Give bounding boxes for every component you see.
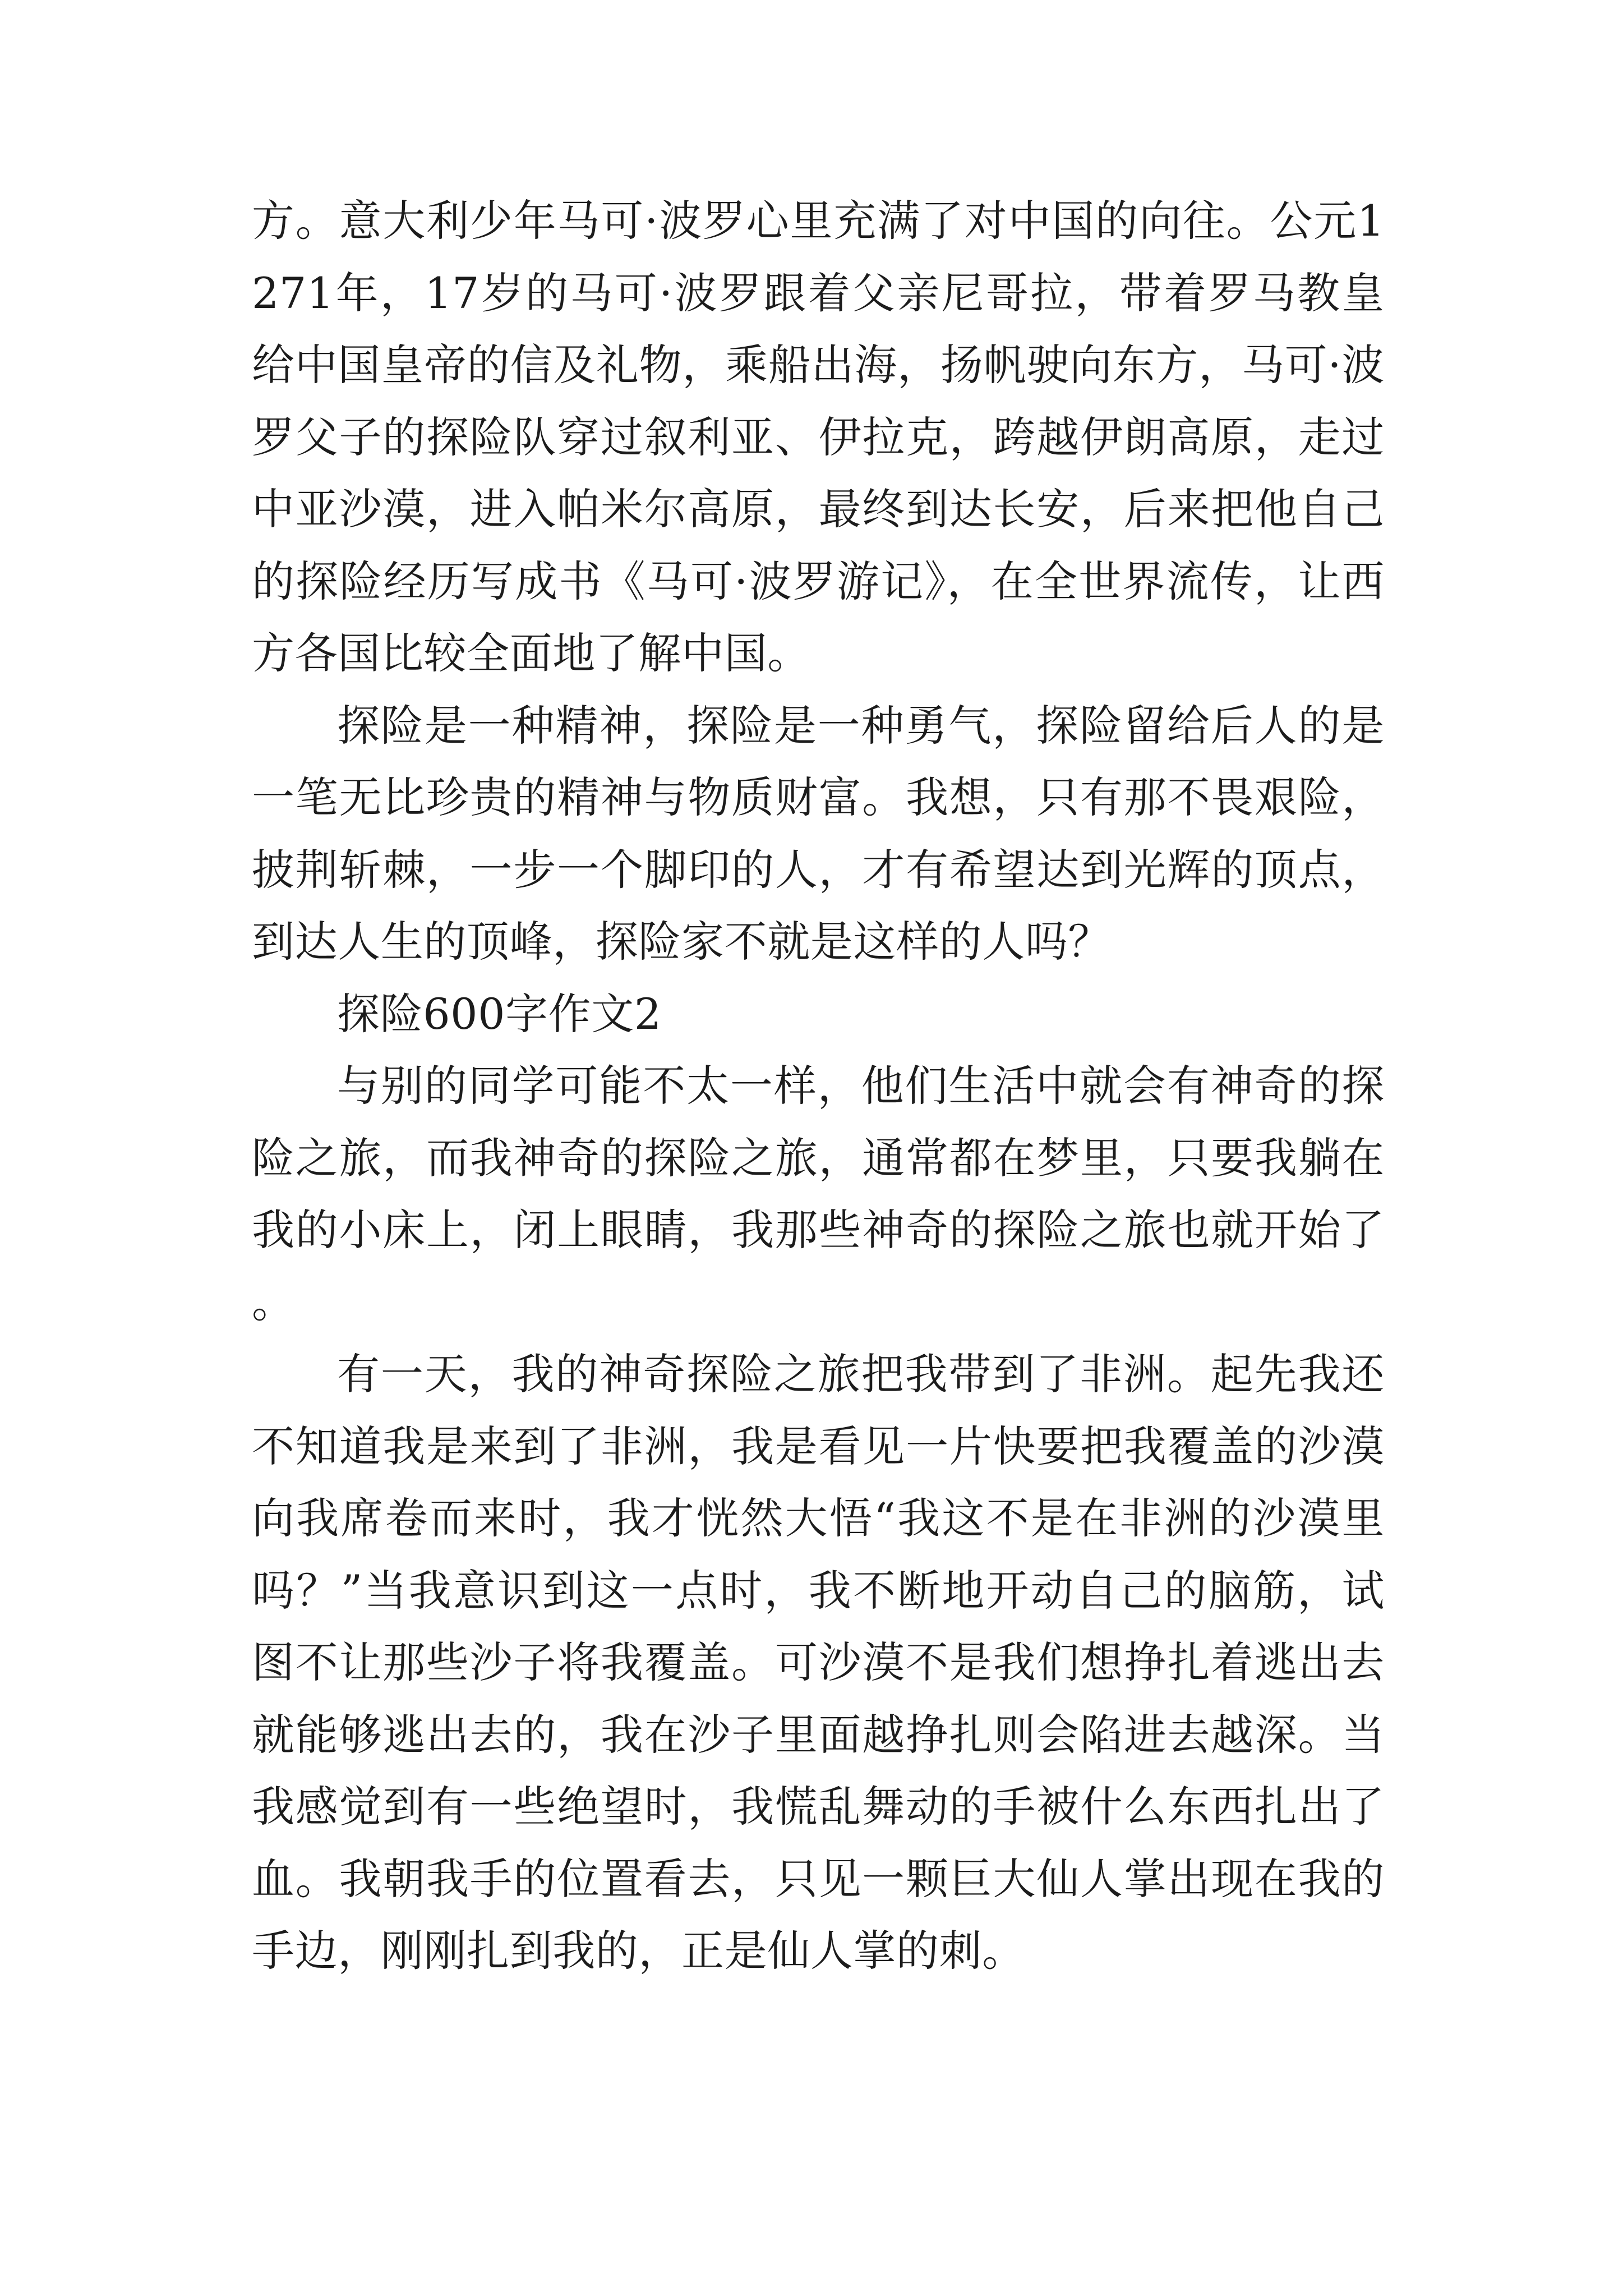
paragraph-spirit-of-exploration: 探险是一种精神，探险是一种勇气，探险留给后人的是一笔无比珍贵的精神与物质财富。我想，只有那不畏艰险，披荆斩棘，一步一个脚印的人，才有希望达到光辉的顶点，到达人生的顶峰，探险家不就是这样的人吗？ <box>252 700 1385 967</box>
paragraph-marco-polo: 方。意大利少年马可·波罗心里充满了对中国的向往。公元1271年，17岁的马可·波罗跟着父亲尼哥拉，带着罗马教皇给中国皇帝的信及礼物，乘船出海，扬帆驶向东方，马可·波罗父子的探险队穿过叙利亚、伊拉克，跨越伊朗高原，走过中亚沙漠，进入帕米尔高原，最终到达长安，后来把他自己的探险经历写成书《马可·波罗游记》，在全世界流传，让西方各国比较全面地了解中国。 <box>252 196 1385 678</box>
essay-subtitle: 探险600字作文2 <box>337 988 662 1039</box>
document-body <box>252 185 1385 1987</box>
paragraph-dream-adventure: 与别的同学可能不太一样，他们生活中就会有神奇的探险之旅，而我神奇的探险之旅，通常都在梦里，只要我躺在我的小床上，闭上眼睛，我那些神奇的探险之旅也就开始了。 <box>252 1061 1385 1327</box>
paragraph-africa-desert: 有一天，我的神奇探险之旅把我带到了非洲。起先我还不知道我是来到了非洲，我是看见一片快要把我覆盖的沙漠向我席卷而来时，我才恍然大悟“我这不是在非洲的沙漠里吗？”当我意识到这一点时，我不断地开动自己的脑筋，试图不让那些沙子将我覆盖。可沙漠不是我们想挣扎着逃出去就能够逃出去的，我在沙子里面越挣扎则会陷进去越深。当我感觉到有一些绝望时，我慌乱舞动的手被什么东西扎出了血。我朝我手的位置看去，只见一颗巨大仙人掌出现在我的手边，刚刚扎到我的，正是仙人掌的刺。 <box>252 1349 1385 1976</box>
